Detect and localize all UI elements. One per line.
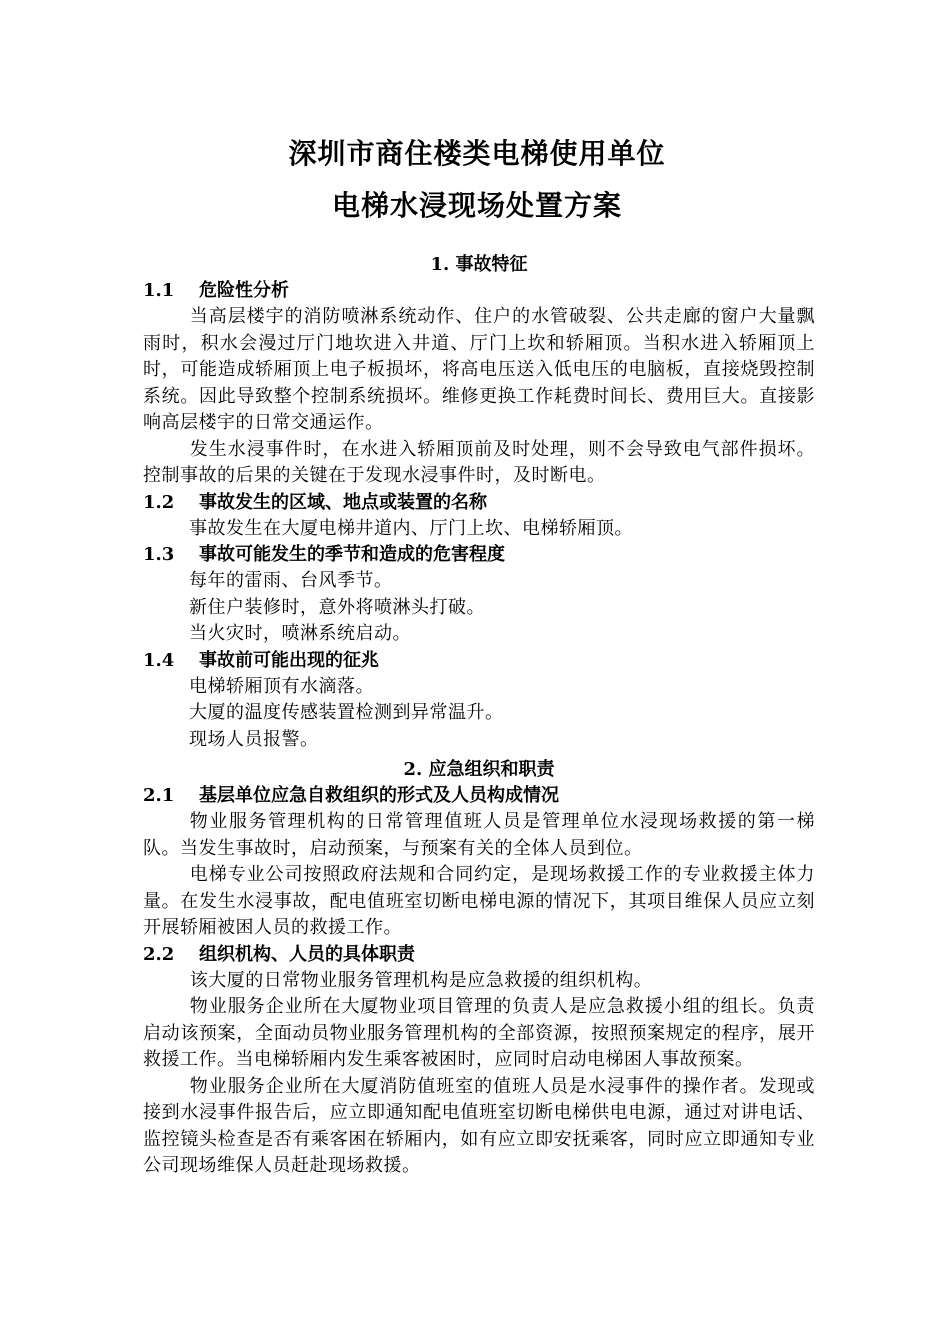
subsection-number: 1.2 — [143, 491, 175, 513]
paragraph: 该大厦的日常物业服务管理机构是应急救援的组织机构。 — [189, 969, 653, 991]
text-line: 每年的雷雨、台风季节。 — [189, 570, 393, 591]
paragraph: 物业服务企业所在大厦消防值班室的值班人员是水浸事件的操作者。发现或接到水浸事件报告后，应立即通知配电值班室切断电梯供电电源，通过对讲电话、监控镜头检查是否有乘客困在轿厢内，如有应立即安抚乘客，同时应立即通知专业公司现场维保人员赶赴现场救援。 — [143, 1075, 815, 1176]
subsection-title: 事故可能发生的季节和造成的危害程度 — [199, 544, 505, 565]
subsection-heading — [143, 542, 815, 568]
text-line: 电梯轿厢顶有水滴落。 — [189, 675, 374, 697]
document-page — [143, 128, 815, 1180]
text-line: 现场人员报警。 — [189, 728, 319, 750]
paragraph: 电梯专业公司按照政府法规和合同约定，是现场救援工作的专业救援主体力量。在发生水浸事故，配电值班室切断电梯电源的情况下，其项目维保人员应立刻开展轿厢被困人员的救援工作。 — [143, 864, 815, 938]
text-line: 新住户装修时，意外将喷淋头打破。 — [189, 596, 485, 618]
subsection-number: 1.4 — [143, 649, 175, 671]
text-line: 当火灾时，喷淋系统启动。 — [189, 623, 411, 644]
subsection-heading — [143, 278, 815, 304]
paragraph: 发生水浸事件时，在水进入轿厢顶前及时处理，则不会导致电气部件损坏。控制事故的后果的关键在于发现水浸事件时，及时断电。 — [143, 438, 815, 486]
subsection-heading — [143, 490, 815, 516]
subsection-title: 组织机构、人员的具体职责 — [199, 943, 415, 965]
subsection-heading — [143, 783, 815, 809]
section-heading: 1. 事故特征 — [430, 254, 528, 275]
subsection-title: 危险性分析 — [199, 280, 289, 301]
text-line: 大厦的温度传感装置检测到异常温升。 — [189, 702, 504, 723]
subsection-number: 2.1 — [143, 785, 175, 806]
subsection-number: 1.1 — [143, 280, 175, 301]
subsection-title: 事故发生的区域、地点或装置的名称 — [199, 491, 487, 513]
subsection-heading — [143, 648, 815, 674]
document-title-line2: 电梯水浸现场处置方案 — [331, 189, 622, 222]
text-line: 事故发生在大厦电梯井道内、厅门上坎、电梯轿厢顶。 — [189, 517, 633, 539]
section-heading: 2. 应急组织和职责 — [403, 759, 555, 780]
paragraph: 物业服务管理机构的日常管理值班人员是管理单位水浸现场救援的第一梯队。当发生事故时，启动预案，与预案有关的全体人员到位。 — [143, 811, 815, 859]
paragraph: 物业服务企业所在大厦物业项目管理的负责人是应急救援小组的组长。负责启动该预案，全面动员物业服务管理机构的全部资源，按照预案规定的程序，展开救援工作。当电梯轿厢内发生乘客被困时，应同时启动电梯困人事故预案。 — [143, 996, 815, 1070]
subsection-heading — [143, 942, 815, 968]
paragraph: 当高层楼宇的消防喷淋系统动作、住户的水管破裂、公共走廊的窗户大量飘雨时，积水会漫过厅门地坎进入井道、厅门上坎和轿厢顶。当积水进入轿厢顶上时，可能造成轿厢顶上电子板损坏，将高电压送入低电压的电脑板，直接烧毁控制系统。因此导致整个控制系统损坏。维修更换工作耗费时间长、费用巨大。直接影响高层楼宇的日常交通运作。 — [143, 306, 815, 433]
subsection-title: 基层单位应急自救组织的形式及人员构成情况 — [199, 785, 559, 806]
document-title-line1: 深圳市商住楼类电梯使用单位 — [288, 137, 666, 170]
subsection-title: 事故前可能出现的征兆 — [199, 649, 379, 671]
subsection-number: 2.2 — [143, 943, 175, 965]
subsection-number: 1.3 — [143, 544, 175, 565]
